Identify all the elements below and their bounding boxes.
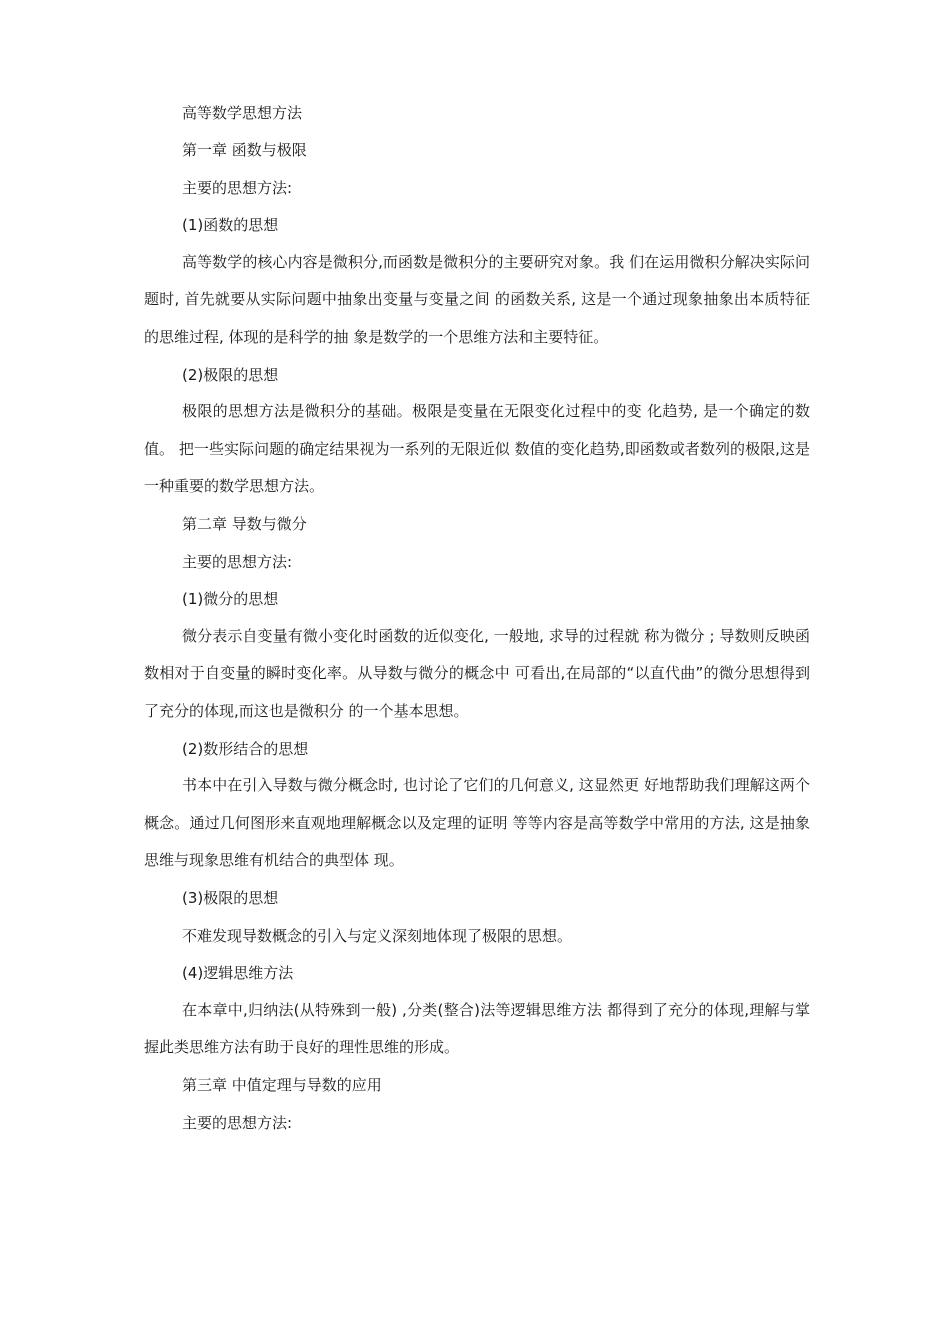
paragraph: 不难发现导数概念的引入与定义深刻地体现了极限的思想。 xyxy=(182,926,573,945)
section-label: 主要的思想方法: xyxy=(182,178,293,197)
subsection-heading: (1)函数的思想 xyxy=(182,216,279,235)
document-page xyxy=(144,104,810,1151)
paragraph: 在本章中,归纳法(从特殊到一般) ,分类(整合)法等逻辑思维方法 都得到了充分的体现,理解与掌握此类思维方法有助于良好的理性思维的形成。 xyxy=(144,1000,810,1057)
subsection-heading: (2)数形结合的思想 xyxy=(182,739,309,758)
section-label: 主要的思想方法: xyxy=(182,552,293,571)
chapter-3-heading: 第三章 中值定理与导数的应用 xyxy=(182,1076,382,1095)
paragraph: 书本中在引入导数与微分概念时, 也讨论了它们的几何意义, 这显然更 好地帮助我们理解这两个概念。通过几何图形来直观地理解概念以及定理的证明 等等内容是高等数学中常用的方法, 这是抽象思维与现象思维有机结合的典型体 现。 xyxy=(144,776,810,870)
paragraph: 极限的思想方法是微积分的基础。极限是变量在无限变化过程中的变 化趋势, 是一个确定的数值。 把一些实际问题的确定结果视为一系列的无限近似 数值的变化趋势,即函数或者数列的极限,这是一种重要的数学思想方法。 xyxy=(144,402,810,496)
paragraph: 高等数学的核心内容是微积分,而函数是微积分的主要研究对象。我 们在运用微积分解决实际问题时, 首先就要从实际问题中抽象出变量与变量之间 的函数关系, 这是一个通过现象抽象出本质特征的思维过程, 体现的是科学的抽 象是数学的一个思维方法和主要特征。 xyxy=(144,252,810,346)
subsection-heading: (2)极限的思想 xyxy=(182,365,279,384)
paragraph: 微分表示自变量有微小变化时函数的近似变化, 一般地, 求导的过程就 称为微分 ; 导数则反映函数相对于自变量的瞬时变化率。从导数与微分的概念中 可看出,在局部的“以直代曲”的微分思想得到了充分的体现,而这也是微积分 的一个基本思想。 xyxy=(144,626,810,720)
document-title: 高等数学思想方法 xyxy=(182,104,303,122)
chapter-1-heading: 第一章 函数与极限 xyxy=(182,141,307,160)
subsection-heading: (3)极限的思想 xyxy=(182,889,279,908)
chapter-2-heading: 第二章 导数与微分 xyxy=(182,515,307,534)
section-label: 主要的思想方法: xyxy=(182,1113,293,1132)
subsection-heading: (1)微分的思想 xyxy=(182,590,279,609)
subsection-heading: (4)逻辑思维方法 xyxy=(182,964,294,983)
